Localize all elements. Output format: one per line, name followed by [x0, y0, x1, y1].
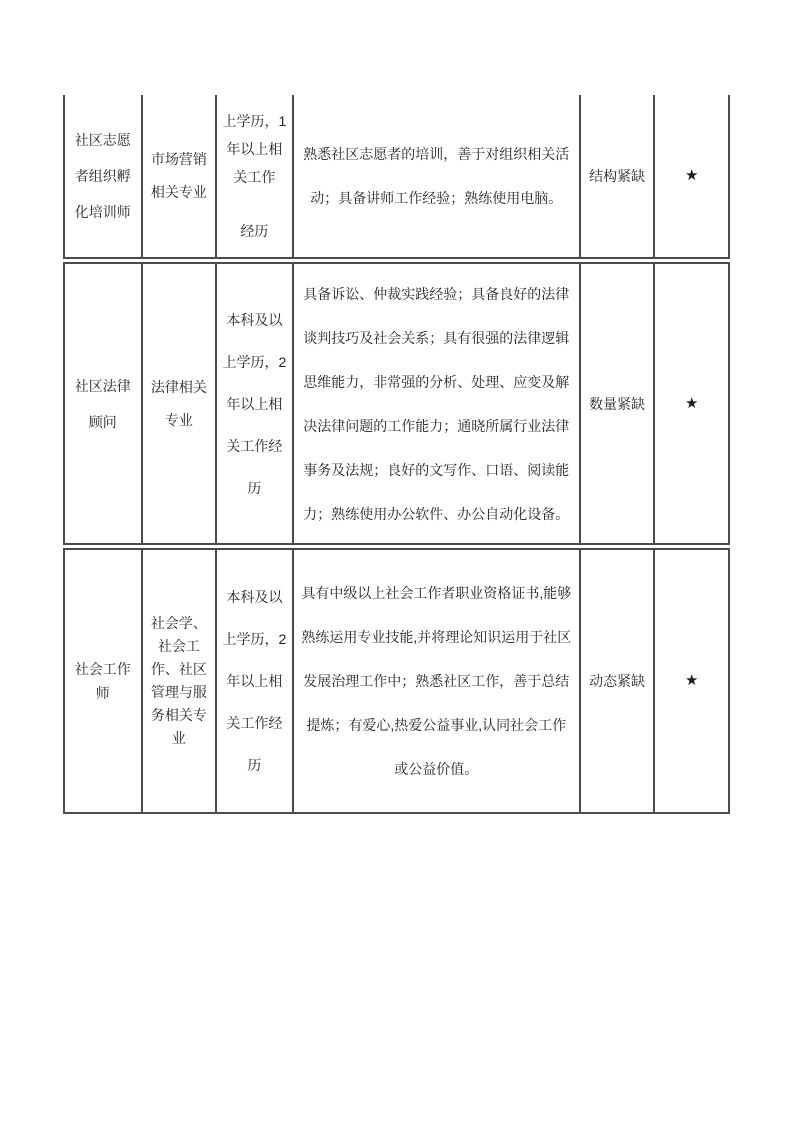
job-title-text: 社区法律顾问 [74, 377, 131, 430]
major-text: 法律相关专业 [150, 378, 207, 428]
star-icon: ★ [685, 394, 699, 412]
table-row [63, 548, 730, 814]
cell-major [141, 550, 216, 812]
cell-star-rating [653, 264, 728, 543]
major-text: 市场营销相关专业 [150, 151, 207, 200]
requirements-text: 具备诉讼、仲裁实践经验；具备良好的法律谈判技巧及社会关系；具有很强的法律逻辑思维能力，非常强的分析、处理、应变及解决法律问题的工作能力；通晓所属行业法律事务及法规；良好的文写作、口语、阅读能力；熟练使用办公软件、办公自动化设备。 [303, 285, 570, 522]
cell-job-title [65, 95, 141, 257]
cell-requirements [292, 550, 579, 812]
job-shortage-table [63, 95, 730, 817]
shortage-type-text: 数量紧缺 [589, 395, 646, 412]
job-title-text: 社区志愿者组织孵化培训师 [74, 132, 131, 220]
education-text: 本科及以上学历，2 年以上相关工作经历 [222, 589, 287, 773]
job-title-text: 社会工作师 [74, 661, 131, 701]
cell-education [215, 95, 292, 257]
cell-requirements [292, 264, 579, 543]
star-icon: ★ [685, 672, 699, 689]
education-text: 本科及以上学历，2 年以上相关工作经历 [222, 311, 287, 496]
major-text: 社会学、社会工作、社区管理与服务相关专业 [150, 615, 207, 746]
cell-major [141, 95, 216, 257]
cell-shortage-type [579, 264, 654, 543]
cell-job-title [65, 264, 141, 543]
table-row [63, 262, 730, 545]
cell-shortage-type [579, 95, 654, 257]
cell-job-title [65, 550, 141, 812]
table-row [63, 95, 730, 259]
education-text: 上学历，1 年以上相关工作 [222, 113, 287, 185]
cell-requirements [292, 95, 579, 257]
star-icon: ★ [685, 167, 699, 184]
education-text-continued: 经历 [240, 223, 269, 239]
cell-star-rating [653, 95, 728, 257]
cell-star-rating [653, 550, 728, 812]
cell-education [215, 264, 292, 543]
requirements-text: 熟悉社区志愿者的培训，善于对组织相关活动；具备讲师工作经验；熟练使用电脑。 [303, 146, 570, 206]
cell-major [141, 264, 216, 543]
cell-shortage-type [579, 550, 654, 812]
shortage-type-text: 动态紧缺 [589, 673, 646, 689]
requirements-text: 具有中级以上社会工作者职业资格证书,能够熟练运用专业技能,并将理论知识运用于社区发展治理工作中；熟悉社区工作，善于总结提炼；有爱心,热爱公益事业,认同社会工作或公益价值。 [301, 585, 572, 777]
shortage-type-text: 结构紧缺 [589, 168, 646, 184]
cell-education [215, 550, 292, 812]
